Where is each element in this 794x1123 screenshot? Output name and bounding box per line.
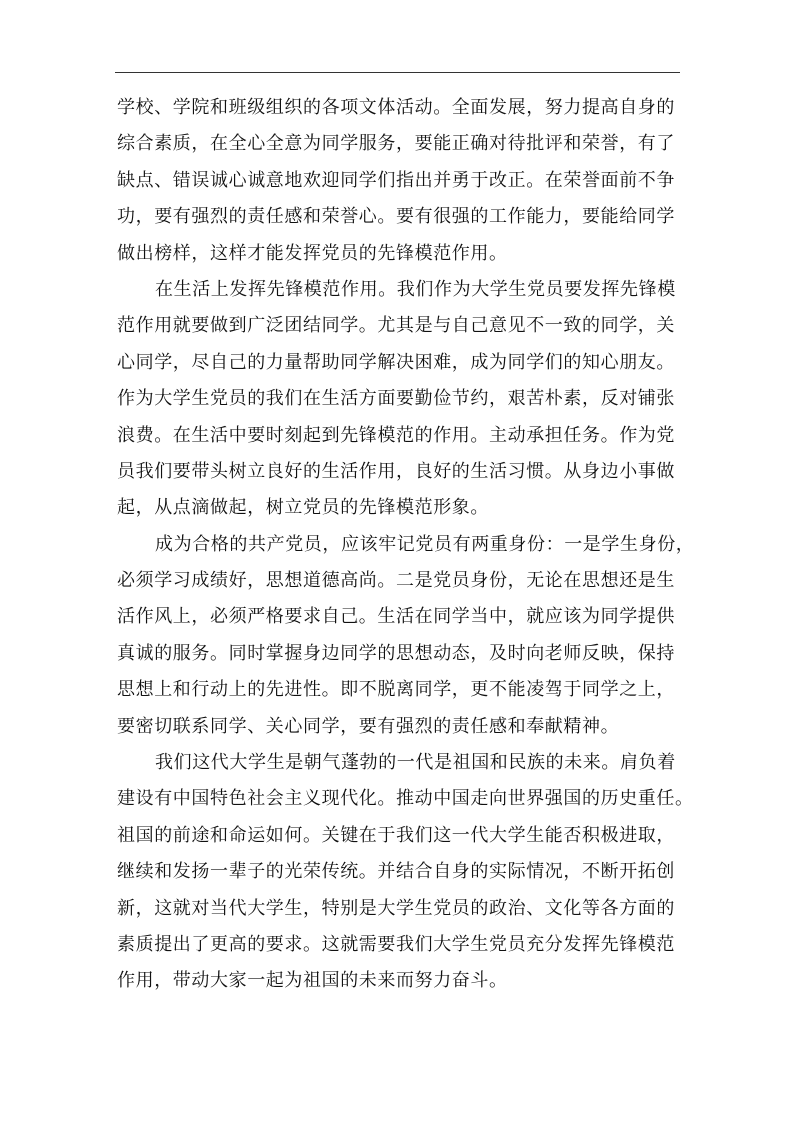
- text-line: 继续和发扬一辈子的光荣传统。并结合自身的实际情况，不断开拓创: [117, 861, 675, 883]
- header-rule: [115, 72, 680, 73]
- text-line: 成为合格的共产党员，应该牢记党员有两重身份：一是学生身份，: [155, 533, 695, 555]
- text-line: 缺点、错误诚心诚意地欢迎同学们指出并勇于改正。在荣誉面前不争: [117, 169, 675, 191]
- text-line: 起，从点滴做起，树立党员的先锋模范形象。: [117, 497, 489, 519]
- text-line: 员我们要带头树立良好的生活作用，良好的生活习惯。从身边小事做: [117, 460, 675, 482]
- text-line: 真诚的服务。同时掌握身边同学的思想动态，及时向老师反映，保持: [117, 642, 675, 664]
- text-line: 范作用就要做到广泛团结同学。尤其是与自己意见不一致的同学，关: [117, 315, 675, 337]
- text-line: 综合素质，在全心全意为同学服务，要能正确对待批评和荣誉，有了: [117, 133, 675, 155]
- text-line: 功，要有强烈的责任感和荣誉心。要有很强的工作能力，要能给同学: [117, 206, 675, 228]
- text-line: 做出榜样，这样才能发挥党员的先锋模范作用。: [117, 242, 508, 264]
- text-line: 要密切联系同学、关心同学，要有强烈的责任感和奉献精神。: [117, 715, 620, 737]
- text-line: 建设有中国特色社会主义现代化。推动中国走向世界强国的历史重任。: [117, 788, 694, 810]
- text-line: 新，这就对当代大学生，特别是大学生党员的政治、文化等各方面的: [117, 897, 675, 919]
- text-line: 学校、学院和班级组织的各项文体活动。全面发展，努力提高自身的: [117, 97, 675, 118]
- text-line: 思想上和行动上的先进性。即不脱离同学，更不能凌驾于同学之上，: [117, 679, 675, 701]
- text-line: 作为大学生党员的我们在生活方面要勤俭节约，艰苦朴素，反对铺张: [117, 388, 675, 410]
- text-line: 心同学，尽自己的力量帮助同学解决困难，成为同学们的知心朋友。: [117, 351, 675, 373]
- text-line: 活作风上，必须严格要求自己。生活在同学当中，就应该为同学提供: [117, 606, 675, 628]
- text-line: 必须学习成绩好，思想道德高尚。二是党员身份，无论在思想还是生: [117, 570, 675, 592]
- text-line: 素质提出了更高的要求。这就需要我们大学生党员充分发挥先锋模范: [117, 933, 675, 955]
- document-body: [117, 90, 695, 1000]
- text-line: 祖国的前途和命运如何。关键在于我们这一代大学生能否积极进取，: [117, 824, 675, 846]
- text-line: 浪费。在生活中要时刻起到先锋模范的作用。主动承担任务。作为党: [117, 424, 675, 446]
- text-line: 作用，带动大家一起为祖国的未来而努力奋斗。: [117, 970, 508, 992]
- text-line: 我们这代大学生是朝气蓬勃的一代是祖国和民族的未来。肩负着: [155, 752, 676, 774]
- text-line: 在生活上发挥先锋模范作用。我们作为大学生党员要发挥先锋模: [155, 278, 676, 300]
